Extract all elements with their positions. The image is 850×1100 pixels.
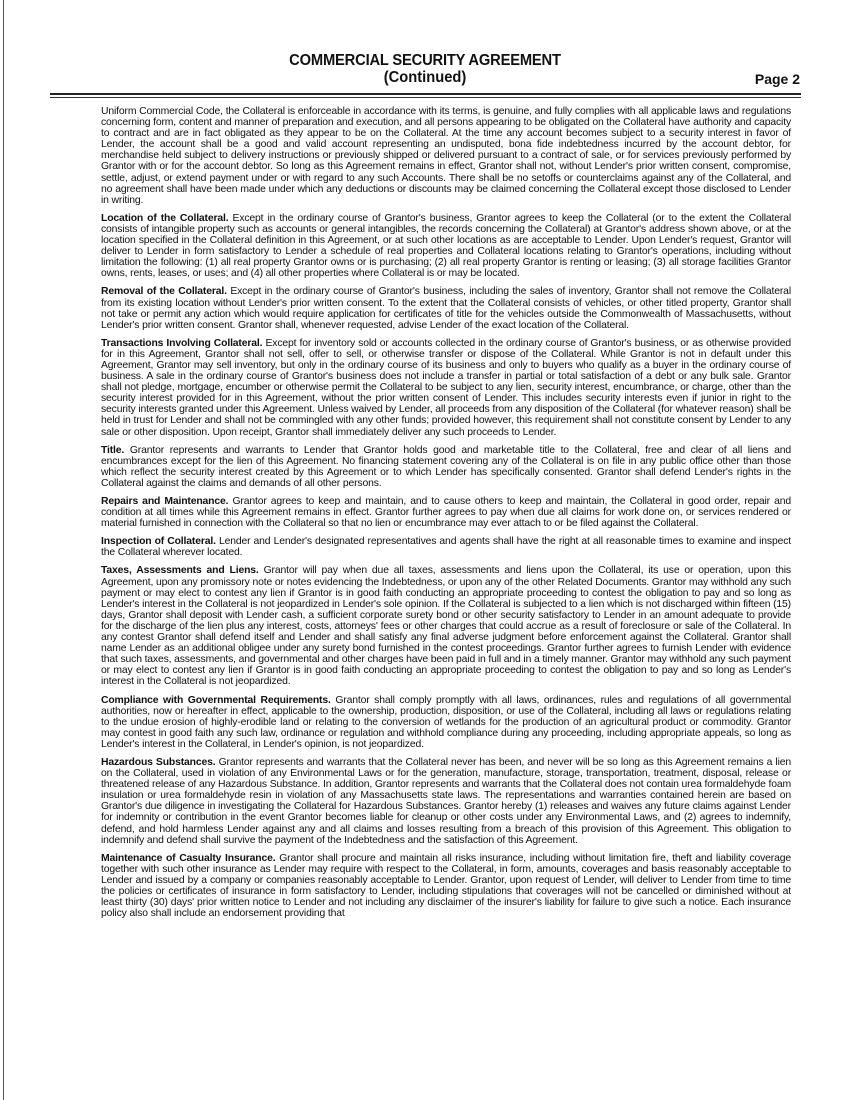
paragraph-text: Grantor represents and warrants to Lender that Grantor holds good and marketable title to the Collateral, free and clear of all liens and encumbrances except for the lien of this Agreement. No financing statement covering any of the Collateral is on file in any public office other than those which reflect the security interest created by this Agreement or to which Lender has specifically consented. Grantor shall defend Lender's rights in the Collateral against the claims and demands of all other persons. [101,444,791,489]
paragraph-location-of-collateral [101,213,791,280]
paragraph-taxes-assessments-liens [101,565,791,687]
paragraph-text: Lender and Lender's designated representatives and agents shall have the right at all reasonable times to examine and inspect the Collateral wherever located. [101,536,791,559]
page-number: Page 2 [754,71,800,87]
paragraph-transactions-involving-collateral [101,338,791,438]
paragraph-heading: Inspection of Collateral. [101,536,216,548]
header-rule [50,93,801,98]
paragraph-text: Except in the ordinary course of Grantor's business, Grantor agrees to keep the Collateral (or to the extent the Collateral consists of intangible property such as accounts or general intangibles, the records concerning the Collateral) at Grantor's address shown above, or at the location specified in the Collateral definition in this Agreement, or at such other locations as are acceptable to Lender. Upon Lender's request, Grantor will deliver to Lender in form satisfactory to Lender a schedule of real properties and Collateral locations relating to Grantor's operations, including without limitation the following: (1) all real property Grantor owns or is purchasing; (2) all real property Grantor is renting or leasing; (3) all storage facilities Grantor owns, rents, leases, or uses; and (4) all other properties where Collateral is or may be located. [101,212,791,280]
paragraph-hazardous-substances [101,757,791,846]
paragraph-text: Grantor will pay when due all taxes, assessments and liens upon the Collateral, its use or operation, upon this Agreement, upon any promissory note or notes evidencing the Indebtedness, or upon any of the other Related Documents. Grantor may withhold any such payment or may elect to contest any lien if Grantor is in good faith conducting an appropriate proceeding to contest the obligation to pay and so long as Lender's interest in the Collateral is not jeopardized in Lender's sole opinion. If the Collateral is subjected to a lien which is not discharged within fifteen (15) days, Grantor shall deposit with Lender cash, a sufficient corporate surety bond or other security satisfactory to Lender in an amount adequate to provide for the discharge of the lien plus any interest, costs, attorneys' fees or other charges that could accrue as a result of foreclosure or sale of the Collateral. In any contest Grantor shall defend itself and Lender and shall satisfy any final adverse judgment before enforcement against the Collateral. Grantor shall name Lender as an additional obligee under any surety bond furnished in the contest proceedings. Grantor further agrees to furnish Lender with evidence that such taxes, assessments, and governmental and other charges have been paid in full and in a timely manner. Grantor may withhold any such payment or may elect to contest any lien if Grantor is in good faith conducting an appropriate proceeding to contest the obligation to pay and so long as Lender's interest in the Collateral is not jeopardized. [101,565,791,688]
paragraph-text: Uniform Commercial Code, the Collateral is enforceable in accordance with its terms, is genuine, and fully complies with all applicable laws and regulations concerning form, content and manner of preparation and execution, and all persons appearing to be obligated on the Collateral have authority and capacity to contract and are in fact obligated as they appear to be on the Collateral. At the time any account becomes subject to a security interest in favor of Lender, the account shall be a good and valid account representing an undisputed, bona fide indebtedness incurred by the account debtor, for merchandise held subject to delivery instructions or previously shipped or delivered pursuant to a contract of sale, or for services previously performed by Grantor with or for the account debtor. So long as this Agreement remains in effect, Grantor shall not, without Lender's prior written consent, compromise, settle, adjust, or extend payment under or with regard to any such Accounts. There shall be no setoffs or counterclaims against any of the Collateral, and no agreement shall have been made under which any deductions or discounts may be claimed concerning the Collateral except those disclosed to Lender in writing. [101,106,791,206]
paragraph-text: Grantor shall comply promptly with all laws, ordinances, rules and regulations of all governmental authorities, now or hereafter in effect, applicable to the ownership, production, disposition, or use of the Collateral, including all laws or regulations relating to the undue erosion of highly-erodible land or relating to the conversion of wetlands for the production of an agricultural product or commodity. Grantor may contest in good faith any such law, ordinance or regulation and withhold compliance during any proceeding, including appropriate appeals, so long as Lender's interest in the Collateral, in Lender's opinion, is not jeopardized. [101,694,791,750]
paragraph-continued-ucc [101,106,791,206]
paragraph-repairs-and-maintenance [101,496,791,529]
paragraph-heading: Maintenance of Casualty Insurance. [101,852,276,864]
paragraph-removal-of-collateral [101,286,791,330]
paragraph-title [101,445,791,489]
paragraph-text: Except for inventory sold or accounts collected in the ordinary course of Grantor's business, or as otherwise provided for in this Agreement, Grantor shall not sell, offer to sell, or otherwise transfer or dispose of the Collateral. While Grantor is not in default under this Agreement, Grantor may sell inventory, but only in the ordinary course of its business and only to buyers who qualify as a buyer in the ordinary course of business. A sale in the ordinary course of Grantor's business does not include a transfer in partial or total satisfaction of a debt or any bulk sale. Grantor shall not pledge, mortgage, encumber or otherwise permit the Collateral to be subject to any lien, security interest, encumbrance, or charge, other than the security interest provided for in this Agreement, without the prior written consent of Lender. This includes security interests even if junior in right to the security interests granted under this Agreement. Unless waived by Lender, all proceeds from any disposition of the Collateral (for whatever reason) shall be held in trust for Lender and shall not be commingled with any other funds; provided however, this requirement shall not constitute consent by Lender to any sale or other disposition. Upon receipt, Grantor shall immediately deliver any such proceeds to Lender. [101,337,791,438]
paragraph-text: Except in the ordinary course of Grantor's business, including the sales of inventory, Grantor shall not remove the Collateral from its existing location without Lender's prior written consent. To the extent that the Collateral consists of vehicles, or other titled property, Grantor shall not take or permit any action which would require application for certificates of title for the vehicles outside the Commonwealth of Massachusetts, without Lender's prior written consent. Grantor shall, whenever requested, advise Lender of the exact location of the Collateral. [101,286,791,331]
paragraph-inspection-of-collateral [101,536,791,558]
paragraph-text: Grantor shall procure and maintain all risks insurance, including without limitation fire, theft and liability coverage together with such other insurance as Lender may require with respect to the Collateral, in form, amounts, coverages and basis reasonably acceptable to Lender and issued by a company or companies reasonably acceptable to Lender. Grantor, upon request of Lender, will deliver to Lender from time to time the policies or certificates of insurance in form satisfactory to Lender, including stipulations that coverages will not be cancelled or diminished without at least thirty (30) days' prior written notice to Lender and not including any disclaimer of the insurer's liability for failure to give such a notice. Each insurance policy also shall include an endorsement providing that [101,852,792,920]
document-subtitle: (Continued) [383,69,467,86]
paragraph-text: Grantor agrees to keep and maintain, and to cause others to keep and maintain, the Collateral in good order, repair and condition at all times while this Agreement remains in effect. Grantor further agrees to pay when due all claims for work done on, or services rendered or material furnished in connection with the Collateral so that no lien or encumbrance may ever attach to or be filed against the Collateral. [101,496,791,530]
paragraph-text: Grantor represents and warrants that the Collateral never has been, and never will be so long as this Agreement remains a lien on the Collateral, used in violation of any Environmental Laws or for the generation, manufacture, storage, transportation, treatment, disposal, release or threatened release of any Hazardous Substance. In addition, Grantor represents and warrants that the Collateral does not contain urea formaldehyde foam insulation or urea formaldehyde resin in violation of any Massachusetts state laws. The representations and warranties contained herein are based on Grantor's due diligence in investigating the Collateral for Hazardous Substances. Grantor hereby (1) releases and waives any future claims against Lender for indemnity or contribution in the event Grantor becomes liable for cleanup or other costs under any Environmental Laws, and (2) agrees to indemnify, defend, and hold harmless Lender against any and all claims and losses resulting from a breach of this provision of this Agreement. This obligation to indemnify and defend shall survive the payment of the Indebtedness and the satisfaction of this Agreement. [101,756,791,846]
paragraph-heading: Repairs and Maintenance. [101,496,229,507]
paragraph-heading: Compliance with Governmental Requirements. [101,694,331,706]
paragraph-compliance-governmental [101,695,791,750]
page-edge-line [3,0,4,1100]
paragraph-heading: Removal of the Collateral. [101,286,227,298]
paragraph-heading: Taxes, Assessments and Liens. [101,565,259,577]
paragraph-casualty-insurance [101,853,791,920]
document-body [101,106,791,926]
paragraph-heading: Hazardous Substances. [101,756,216,768]
paragraph-heading: Transactions Involving Collateral. [101,337,263,349]
paragraph-heading: Title. [101,444,125,456]
document-header [50,52,800,92]
paragraph-heading: Location of the Collateral. [101,212,229,224]
document-title: COMMERCIAL SECURITY AGREEMENT [289,52,561,69]
